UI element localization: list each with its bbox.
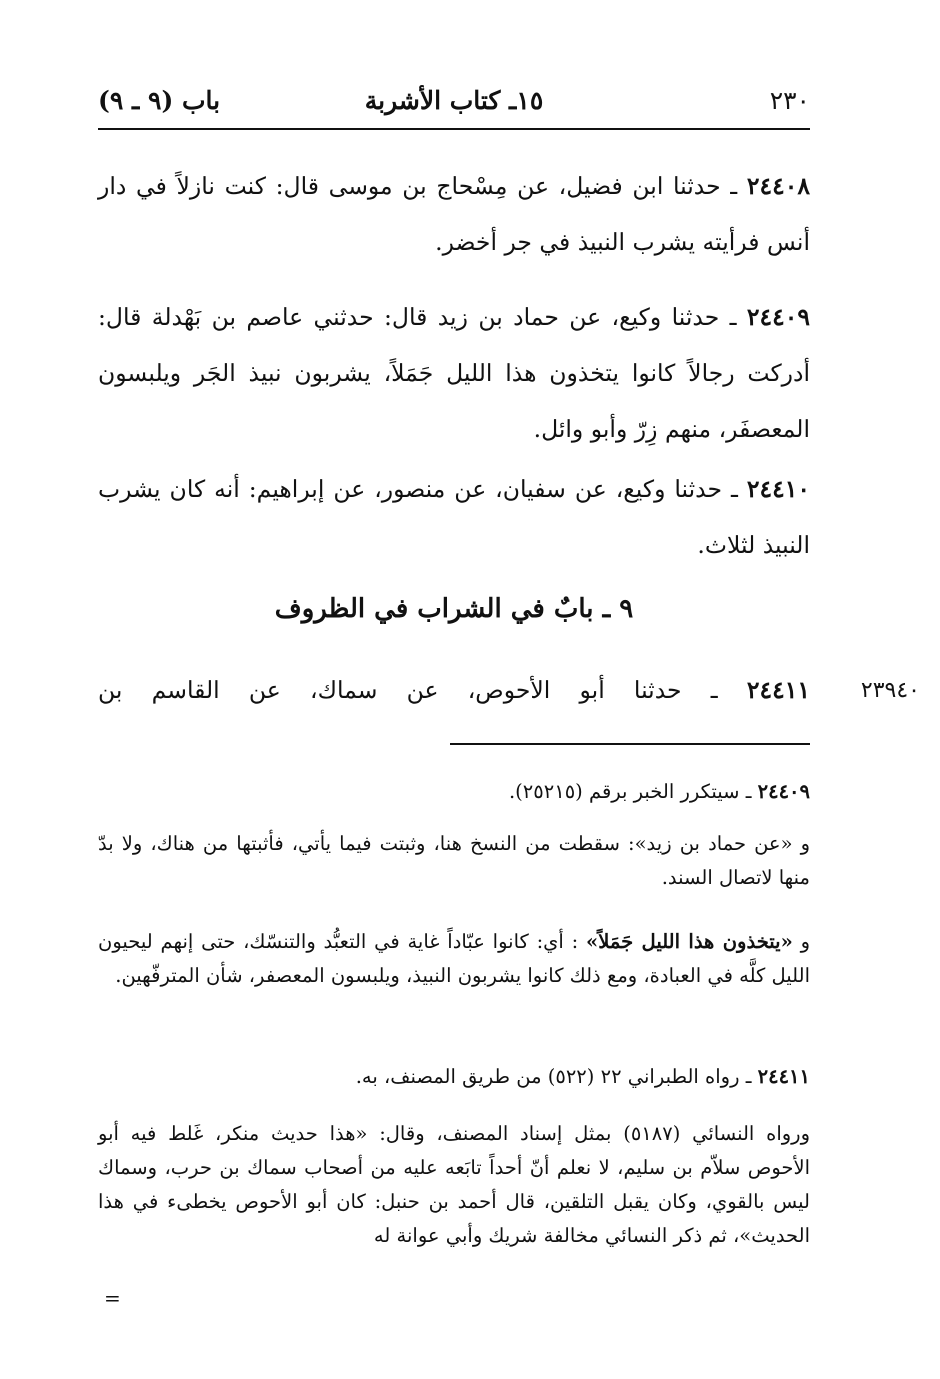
footnote-nasai [98,1117,810,1253]
footnote-text: و «عن حماد بن زيد»: سقطت من النسخ هنا، وثبتت فيما يأتي، فأثبتها من هناك، ولا بدّ منها لاتصال السند. [98,832,810,889]
footnote-text: ورواه النسائي (٥١٨٧) بمثل إسناد المصنف، وقال: «هذا حديث منكر، غَلط فيه أبو الأحوص سلاّم بن سليم، لا نعلم أنّ أحداً تابَعه عليه من أصحاب سماك بن حرب، وسماك ليس بالقوي، وكان يقبل التلقين، قال أحمد بن حنبل: كان أبو الأحوص يخطىء في هذا الحديث»، ثم ذكر النسائي مخالفة شريك وأبي عوانة له [98,1122,810,1247]
page-header [98,82,810,130]
footnote-number: ٢٤٤٠٩ [757,780,810,803]
footnote-quote: «يتخذون هذا الليل جَمَلاً» [586,930,793,953]
footnote-hammad [98,827,810,895]
book-title: ١٥ـ كتاب الأشربة [364,86,544,115]
footnote-24409-repeat [98,775,810,809]
footnote-jamal [98,925,810,993]
hadith-number: ٢٤٤٠٨ [746,172,810,200]
chapter-reference: باب (٩ ـ ٩) [98,86,221,115]
footnote-24411 [98,1060,810,1094]
margin-number: ٢٣٩٤٠ [860,678,920,703]
hadith-number: ٢٤٤١٠ [746,475,810,503]
footnote-separator [450,743,810,745]
footnote-text: ـ رواه الطبراني ٢٢ (٥٢٢) من طريق المصنف، به. [355,1065,758,1088]
footnote-text: ـ سيتكرر الخبر برقم (٢٥٢١٥). [508,780,758,803]
continuation-mark: = [104,1286,121,1310]
footnote-lead: و [792,930,811,953]
footnote-number: ٢٤٤١١ [757,1065,810,1088]
hadith-number: ٢٤٤٠٩ [746,303,810,331]
hadith-24408 [98,158,810,270]
chapter-heading: ٩ ـ بابٌ في الشراب في الظروف [274,594,634,624]
hadith-text: ـ حدثنا وكيع، عن سفيان، عن منصور، عن إبراهيم: أنه كان يشرب النبيذ لثلاث. [98,475,810,559]
footnote-text: : أي: كانوا عبّاداً غاية في التعبُّد والتنسّك، حتى إنهم ليحيون الليل كلَّه في العبادة، ومع ذلك كانوا يشربون النبيذ، ويلبسون المعصفر، شأن المترفّهين. [98,930,810,987]
hadith-24409 [98,289,810,457]
hadith-text: ـ حدثنا أبو الأحوص، عن سماك، عن القاسم بن [98,676,718,704]
page-number: ٢٣٠ [769,86,810,115]
hadith-24411 [98,662,810,718]
hadith-text: ـ حدثنا وكيع، عن حماد بن زيد قال: حدثني عاصم بن بَهْدلة قال: أدركت رجالاً كانوا يتخذون هذا الليل جَمَلاً، يشربون نبيذ الجَر ويلبسون المعصفَر، منهم زِرّ وأبو وائل. [98,303,810,443]
hadith-text: ـ حدثنا ابن فضيل، عن مِسْحاج بن موسى قال: كنت نازلاً في دار أنس فرأيته يشرب النبيذ في جر أخضر. [98,172,810,256]
hadith-24410 [98,461,810,573]
hadith-number: ٢٤٤١١ [746,676,810,704]
